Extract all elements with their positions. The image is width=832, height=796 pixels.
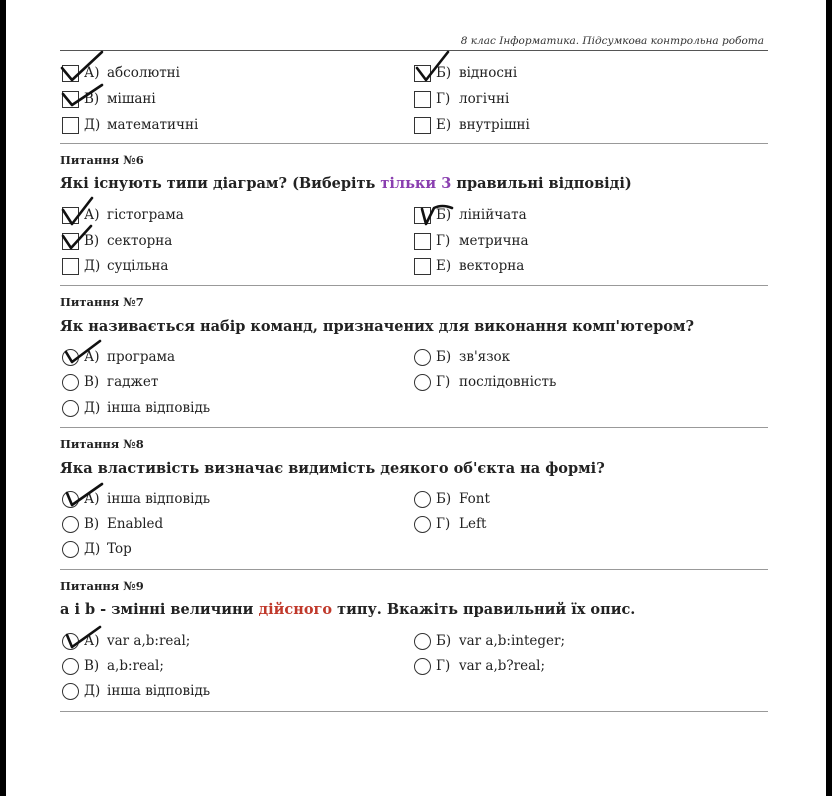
q6-option-b[interactable]: Б) лінійчата xyxy=(414,205,527,225)
question-divider xyxy=(60,427,768,428)
radio-button[interactable] xyxy=(62,349,79,366)
q9-option-g[interactable]: Г) var a,b?real; xyxy=(414,656,545,676)
option-text: секторна xyxy=(107,233,173,249)
radio-button[interactable] xyxy=(62,491,79,508)
q6-option-g[interactable]: Г) метрична xyxy=(414,231,529,251)
q7-option-v[interactable]: В) гаджет xyxy=(62,372,158,392)
checkbox[interactable] xyxy=(62,233,79,250)
q7-text: Як називається набір команд, призначених для виконання комп'ютером? xyxy=(60,318,694,335)
q6-highlight: тільки 3 xyxy=(380,175,452,192)
checkbox[interactable] xyxy=(414,91,431,108)
header-divider xyxy=(60,50,768,51)
question-divider xyxy=(60,143,768,144)
option-text: Top xyxy=(107,541,132,557)
radio-button[interactable] xyxy=(62,658,79,675)
q5-option-b[interactable]: Б) відносні xyxy=(414,63,517,83)
checkbox[interactable] xyxy=(414,207,431,224)
q7-number: Питання №7 xyxy=(60,295,144,309)
option-text: мішані xyxy=(107,91,156,107)
radio-button[interactable] xyxy=(414,516,431,533)
radio-button[interactable] xyxy=(62,400,79,417)
option-text: var a,b?real; xyxy=(459,658,545,674)
q7-option-a[interactable]: А) програма xyxy=(62,347,175,367)
option-text: логічні xyxy=(459,91,510,107)
q6-option-a[interactable]: А) гістограма xyxy=(62,205,184,225)
q6-option-d[interactable]: Д) суцільна xyxy=(62,256,168,276)
q8-text: Яка властивість визначає видимість деякого об'єкта на формі? xyxy=(60,460,605,477)
q9-option-d[interactable]: Д) інша відповідь xyxy=(62,681,210,701)
radio-button[interactable] xyxy=(414,349,431,366)
checkbox[interactable] xyxy=(414,117,431,134)
option-text: Font xyxy=(459,491,490,507)
q5-option-v[interactable]: В) мішані xyxy=(62,89,156,109)
question-divider xyxy=(60,711,768,712)
checkbox[interactable] xyxy=(62,207,79,224)
option-text: Enabled xyxy=(107,516,164,532)
option-text: послідовність xyxy=(459,374,557,390)
radio-button[interactable] xyxy=(62,683,79,700)
option-text: a,b:real; xyxy=(107,658,164,674)
question-divider xyxy=(60,285,768,286)
q5-option-g[interactable]: Г) логічні xyxy=(414,89,509,109)
option-text: відносні xyxy=(459,65,518,81)
checkbox[interactable] xyxy=(62,91,79,108)
q9-highlight: дійсного xyxy=(258,601,333,618)
q6-option-e[interactable]: Е) векторна xyxy=(414,256,524,276)
q5-option-e[interactable]: Е) внутрішні xyxy=(414,115,530,135)
option-text: гістограма xyxy=(107,207,184,223)
checkbox[interactable] xyxy=(414,233,431,250)
option-text: векторна xyxy=(459,258,525,274)
option-text: метрична xyxy=(459,233,529,249)
q6-text: Які існують типи діаграм? (Виберіть тільки 3 правильні відповіді) xyxy=(60,175,632,192)
radio-button[interactable] xyxy=(414,633,431,650)
q8-option-v[interactable]: В) Enabled xyxy=(62,514,163,534)
page-header: 8 клас Інформатика. Підсумкова контрольна робота xyxy=(460,35,764,47)
q5-option-d[interactable]: Д) математичні xyxy=(62,115,198,135)
q8-option-d[interactable]: Д) Top xyxy=(62,539,132,559)
option-text: інша відповідь xyxy=(107,491,211,507)
radio-button[interactable] xyxy=(62,374,79,391)
q7-option-b[interactable]: Б) зв'язок xyxy=(414,347,510,367)
radio-button[interactable] xyxy=(414,658,431,675)
option-text: внутрішні xyxy=(459,117,530,133)
q7-option-g[interactable]: Г) послідовність xyxy=(414,372,556,392)
checkbox[interactable] xyxy=(414,258,431,275)
option-text: математичні xyxy=(107,117,199,133)
option-text: Left xyxy=(459,516,487,532)
q8-option-g[interactable]: Г) Left xyxy=(414,514,486,534)
q9-option-a[interactable]: А) var a,b:real; xyxy=(62,631,190,651)
radio-button[interactable] xyxy=(414,491,431,508)
checkbox[interactable] xyxy=(62,65,79,82)
test-page xyxy=(6,0,826,796)
option-text: гаджет xyxy=(107,374,159,390)
q9-option-v[interactable]: В) a,b:real; xyxy=(62,656,164,676)
q8-number: Питання №8 xyxy=(60,437,144,451)
option-text: інша відповідь xyxy=(107,683,211,699)
checkbox[interactable] xyxy=(62,258,79,275)
radio-button[interactable] xyxy=(62,516,79,533)
option-text: інша відповідь xyxy=(107,400,211,416)
option-text: суцільна xyxy=(107,258,169,274)
radio-button[interactable] xyxy=(62,541,79,558)
q7-option-d[interactable]: Д) інша відповідь xyxy=(62,398,210,418)
q5-option-a[interactable]: А) абсолютні xyxy=(62,63,180,83)
option-text: лінійчата xyxy=(459,207,527,223)
checkbox[interactable] xyxy=(414,65,431,82)
question-divider xyxy=(60,569,768,570)
q6-option-v[interactable]: В) секторна xyxy=(62,231,172,251)
option-text: програма xyxy=(107,349,176,365)
q9-option-b[interactable]: Б) var a,b:integer; xyxy=(414,631,565,651)
q8-option-a[interactable]: А) інша відповідь xyxy=(62,489,210,509)
radio-button[interactable] xyxy=(414,374,431,391)
option-text: var a,b:real; xyxy=(107,633,191,649)
q9-number: Питання №9 xyxy=(60,579,144,593)
checkbox[interactable] xyxy=(62,117,79,134)
q8-option-b[interactable]: Б) Font xyxy=(414,489,490,509)
option-text: зв'язок xyxy=(459,349,511,365)
option-text: var a,b:integer; xyxy=(459,633,566,649)
q6-number: Питання №6 xyxy=(60,153,144,167)
radio-button[interactable] xyxy=(62,633,79,650)
q9-text: a і b - змінні величини дійсного типу. Вкажіть правильний їх опис. xyxy=(60,601,636,618)
option-text: абсолютні xyxy=(107,65,180,81)
